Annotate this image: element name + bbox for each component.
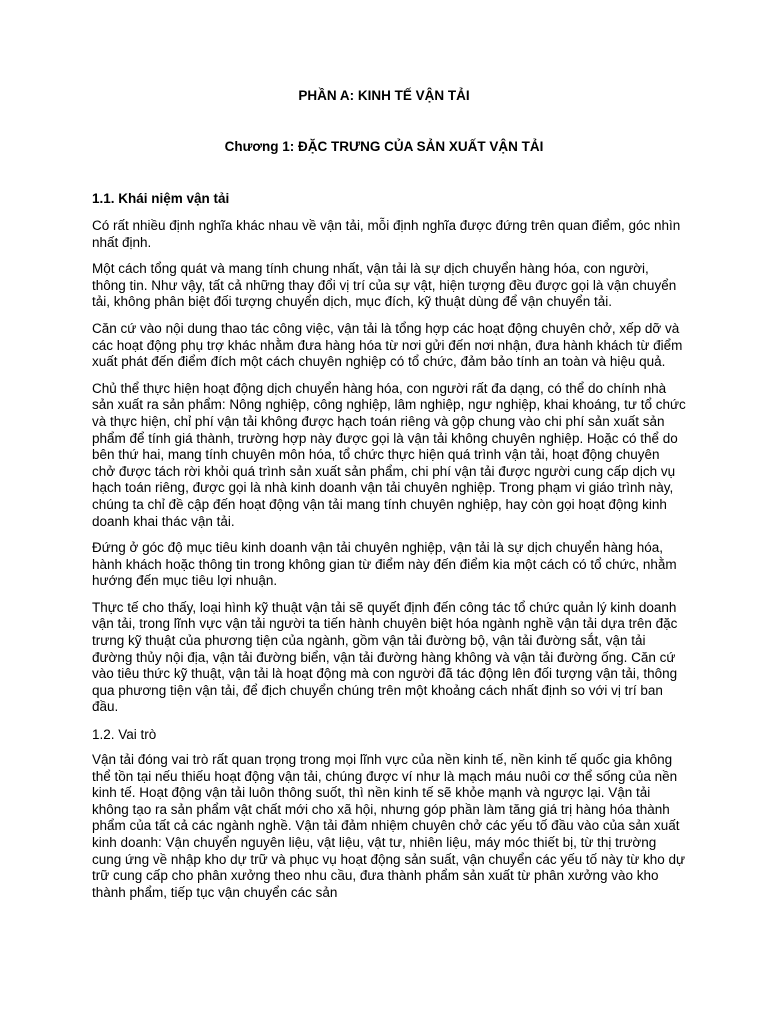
paragraph: Chủ thể thực hiện hoạt động dịch chuyển hàng hóa, con người rất đa dạng, có thể do chính nhà sản xuất ra sản phẩm: Nông nghiệp, công nghiệp, lâm nghiệp, ngư nghiệp, khai khoáng, tư tổ chức và thực hiện, chỉ phí vận tải không được hạch toán riêng và gộp chung vào chi phí sản xuất sản phẩm để tính giá thành, trường hợp này được gọi là vận tải không chuyên nghiệp. Hoặc có thể do bên thứ hai, mang tính chuyên môn hóa, tổ chức thực hiện quá trình vận tải, hoạt động chuyên chở được tách rời khỏi quá trình sản xuất sản phẩm, chi phí vận tải được người cung cấp dịch vụ hạch toán riêng, được gọi là nhà kinh doanh vận tải chuyên nghiệp. Trong phạm vi giáo trình này, chúng ta chỉ đề cập đến hoạt động vận tải mang tính chuyên nghiệp, hay còn gọi hoạt động kinh doanh khai thác vận tải.	[92, 380, 686, 529]
paragraph: Căn cứ vào nội dung thao tác công việc, vận tải là tổng hợp các hoạt động chuyên chở, xếp dỡ và các hoạt động phụ trợ khác nhằm đưa hàng hóa từ nơi gửi đến nơi nhận, đưa hành khách từ điểm xuất phát đến điểm đích một cách chuyên nghiệp có tổ chức, đảm bảo tính an toàn và hiệu quả.	[92, 320, 683, 370]
chapter-title: Chương 1: ĐẶC TRƯNG CỦA SẢN XUẤT VẬN TẢI	[224, 139, 544, 154]
document-body	[92, 190, 686, 911]
paragraph: Có rất nhiều định nghĩa khác nhau về vận tải, mỗi định nghĩa được đứng trên quan điểm, góc nhìn nhất định.	[92, 218, 681, 250]
paragraph: Một cách tổng quát và mang tính chung nhất, vận tải là sự dịch chuyển hàng hóa, con người, thông tin. Như vậy, tất cả những thay đổi vị trí của sự vật, hiện tượng đều được gọi là vận chuyển tải, không phân biệt đối tượng chuyển dịch, mục đích, kỹ thuật dùng để vận chuyển tải.	[92, 261, 677, 310]
paragraph: Thực tế cho thấy, loại hình kỹ thuật vận tải sẽ quyết định đến công tác tổ chức quản lý kinh doanh vận tải, trong lĩnh vực vận tải người ta tiến hành chuyên biệt hóa ngành nghề vận tải dựa trên đặc trưng kỹ thuật của phương tiện của ngành, gồm vận tải đường bộ, vận tải đường sắt, vận tải đường thủy nội địa, vận tải đường biển, vận tải đường hàng không và vận tải đường ống. Căn cứ vào tiêu thức kỹ thuật, vận tải là hoạt động mà con người đã tác động lên đối tượng vận tải, thông qua phương tiện vận tải, để địch chuyển chúng trên một khoảng cách nhất định so với vị trí ban đầu.	[92, 599, 678, 715]
section-heading-1-1: 1.1. Khái niệm vận tải	[92, 191, 230, 206]
part-title: PHẦN A: KINH TẾ VẬN TẢI	[298, 88, 470, 103]
paragraph: Vận tải đóng vai trò rất quan trọng trong mọi lĩnh vực của nền kinh tế, nền kinh tế quốc gia không thể tồn tại nếu thiếu hoạt động vận tải, chúng được ví như là mạch máu nuôi cơ thể sống của nền kinh tế. Hoạt động vận tải luôn thông suốt, thì nền kinh tế sẽ khỏe mạnh và ngược lại. Vận tải không tạo ra sản phẩm vật chất mới cho xã hội, nhưng góp phần làm tăng giá trị hàng hóa thành phẩm của tất cả các ngành nghề. Vận tải đảm nhiệm chuyên chở các yếu tố đầu vào của sản xuất kinh doanh: Vận chuyển nguyên liệu, vật liệu, vật tư, nhiên liệu, máy móc thiết bị, từ thị trường cung ứng về nhập kho dự trữ và phục vụ hoạt động sản suất, vận chuyển các yếu tố này từ kho dự trữ cung cấp cho phân xưởng theo nhu cầu, đưa thành phẩm sản xuất từ phân xưởng vào kho thành phẩm, tiếp tục vận chuyển các sản	[92, 752, 686, 900]
section-heading-1-2: 1.2. Vai trò	[92, 727, 157, 743]
paragraph: Đứng ở góc độ mục tiêu kinh doanh vận tải chuyên nghiệp, vận tải là sự dịch chuyển hàng hóa, hành khách hoặc thông tin trong không gian từ điểm này đến điểm kia một cách có tổ chức, nhằm hướng đến mục tiêu lợi nhuận.	[92, 540, 677, 589]
